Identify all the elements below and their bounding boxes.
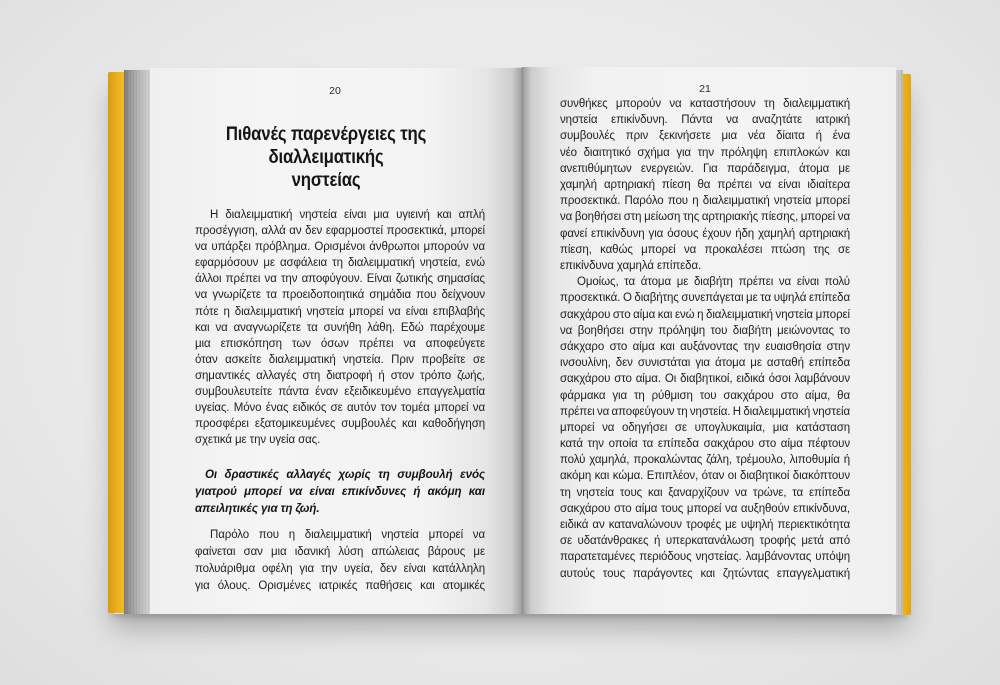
text-line: τη νηστεία τους και ξαναρχίζουν να τρώνε, τα επίπεδα	[560, 486, 850, 499]
text-line: να βοηθήσει στη μείωση της αρτηριακής πίεσης, μπορεί να	[560, 211, 850, 224]
text-line: Οι δραστικές αλλαγές χωρίς τη συμβουλή ενός	[205, 467, 485, 481]
chapter-title-line: διαλλειματικής	[268, 146, 384, 168]
page-number-right: 21	[699, 83, 711, 95]
paragraph	[195, 207, 485, 448]
text-line: να υπάρξει πρόβλημα. Ορισμένοι άνθρωποι μπορούν να	[195, 241, 485, 254]
text-line: άλλοι πρέπει να την αποφύγουν. Είναι ζωτικής σημασίας	[195, 273, 485, 286]
text-line: Ομοίως, τα άτομα με διαβήτη πρέπει να είναι πολύ	[577, 276, 850, 289]
text-line: γιατρού μπορεί να είναι επικίνδυνες ή ακόμη και	[195, 484, 485, 498]
chapter-title-line: νηστείας	[291, 169, 361, 191]
text-line: φάρμακα για τη ρύθμιση του σακχάρου στο αίμα, θα	[560, 389, 850, 402]
text-line: σακχάρου στο αίμα τους μπορεί να αυξηθούν επικίνδυνα,	[560, 502, 850, 515]
text-line: κατά την οποία τα επίπεδα σακχάρου στο αίμα πέφτουν	[560, 438, 850, 451]
page-number-left: 20	[329, 85, 341, 97]
text-line: πολύ χαμηλά, προκαλώντας ζάλη, τρέμουλο, λιποθυμία ή	[560, 454, 850, 467]
text-line: μια επισκόπηση των όσων πρέπει να αποφεύγετε	[195, 337, 485, 350]
text-line: προσέγγιση, αλλά αν δεν εφαρμοστεί προσεκτικά, μπορεί	[195, 225, 485, 238]
text-line: υγείας. Μόνο ένας ειδικός σε αυτόν τον τομέα μπορεί να	[195, 402, 485, 415]
text-line: ανεπιθύμητων ενεργειών. Για παράδειγμα, άτομα με	[560, 162, 850, 175]
paragraph	[560, 96, 850, 274]
text-line: πολυάριθμα οφέλη για την υγεία, δεν είναι κατάλληλη	[195, 563, 485, 576]
text-line: για όλους. Ορισμένες ιατρικές παθήσεις και ατομικές	[195, 580, 485, 593]
text-line: πρέπει να αποφεύγουν τη νηστεία. Η διαλειμματική νηστεία	[560, 405, 850, 418]
text-line: σάκχαρο στο αίμα και αυξάνοντας την ευαισθησία στην	[560, 340, 850, 353]
text-line: φαίνεται σαν μια ιδανική λύση απώλειας βάρους με	[195, 545, 485, 558]
text-line: νηστεία επικίνδυνη. Πάντα να αναζητάτε ιατρική	[560, 114, 850, 127]
text-line: φανεί επικίνδυνη για όσους έχουν ήδη χαμηλή αρτηριακή	[560, 227, 850, 240]
text-line: ινσουλίνη, δεν συνιστάται για άτομα με ασταθή επίπεδα	[560, 357, 850, 370]
text-line: σε υδατάνθρακες ή υπερκατανάλωση τροφής μετά από	[560, 535, 850, 548]
text-line: να γνωρίζετε τα προειδοποιητικά σημάδια που δείχνουν	[195, 289, 485, 302]
text-line: ακόμη και κώμα. Επιπλέον, όταν οι διαβητικοί διακόπτουν	[560, 470, 850, 483]
text-line: να βοηθήσει στην πρόληψη του διαβήτη μειώνοντας το	[560, 324, 850, 337]
text-line: επικίνδυνα χαμηλά επίπεδα.	[560, 259, 702, 272]
text-line: σακχάρου στο αίμα και ενώ η διαλειμματική νηστεία μπορεί	[560, 308, 850, 321]
text-line: και να αναγνωρίζετε τα συνήθη λάθη. Εδώ παρέχουμε	[195, 321, 485, 334]
text-line: όταν ασκείτε διαλειμματική νηστεία. Πριν προβείτε σε	[195, 353, 485, 366]
text-line: παρατεταμένες περιόδους νηστείας. λαμβάνοντας υπόψη	[560, 551, 850, 564]
warning-paragraph	[195, 466, 485, 517]
text-line: νέο διαιτητικό σχήμα για την πρόληψη επιπλοκών και	[560, 146, 850, 159]
text-line: απειλητικές για τη ζωή.	[195, 501, 320, 515]
text-line: πίεση, καθώς μπορεί να προκαλέσει πτώση της σε	[560, 243, 850, 256]
text-line: Παρόλο που η διαλειμματική νηστεία μπορεί να	[210, 528, 485, 541]
text-line: πότε η διαλειμματική νηστεία μπορεί να είναι επιβλαβής	[195, 305, 485, 318]
text-line: συμβουλευτείτε πάντα έναν εξειδικευμένο επαγγελματία	[195, 386, 485, 399]
text-line: χαμηλή αρτηριακή πίεση θα πρέπει να είναι ιδιαίτερα	[560, 178, 850, 191]
text-line: προσεκτικά. Ο διαβήτης συνεπάγεται με τα υψηλά επίπεδα	[560, 292, 850, 305]
text-line: σχετικά με την υγεία σας.	[195, 434, 321, 447]
chapter-title-line: Πιθανές παρενέργειες της	[225, 123, 427, 145]
paragraph	[195, 527, 485, 596]
text-line: προσεκτικά. Παρόλο που η διαλειμματική νηστεία μπορεί	[560, 195, 850, 208]
text-line: εφαρμόσουν με ασφάλεια τη διαλειμματική νηστεία, ενώ	[195, 257, 485, 270]
text-line: συνθήκες μπορούν να καταστήσουν τη διαλειμματική	[560, 98, 850, 110]
text-line: σημαντικές αλλαγές στη διατροφή ή στον τρόπο ζωής,	[195, 369, 485, 382]
text-line: Η διαλειμματική νηστεία είναι μια υγιεινή και απλή	[210, 209, 485, 221]
text-line: σακχάρου στο αίμα. Οι διαβητικοί, ειδικά όσοι λαμβάνουν	[560, 373, 850, 386]
text-line: συμβουλές πριν ξεκινήσετε μια νέα δίαιτα ή ένα	[560, 130, 850, 143]
paragraph	[560, 274, 850, 582]
chapter-title	[213, 123, 438, 192]
text-line: μπορεί να οδηγήσει σε υπογλυκαιμία, μια κατάσταση	[560, 421, 850, 434]
text-line: αυτούς τους παράγοντες και ζητώντας επαγγελματική	[560, 567, 850, 580]
text-line: ειδικά αν καταναλώνουν τροφές με υψηλή περιεκτικότητα	[560, 519, 850, 531]
book-spine-gutter	[512, 67, 532, 614]
text-line: προσφέρει εξατομικευμένες συμβουλές και καθοδήγηση	[195, 418, 485, 431]
